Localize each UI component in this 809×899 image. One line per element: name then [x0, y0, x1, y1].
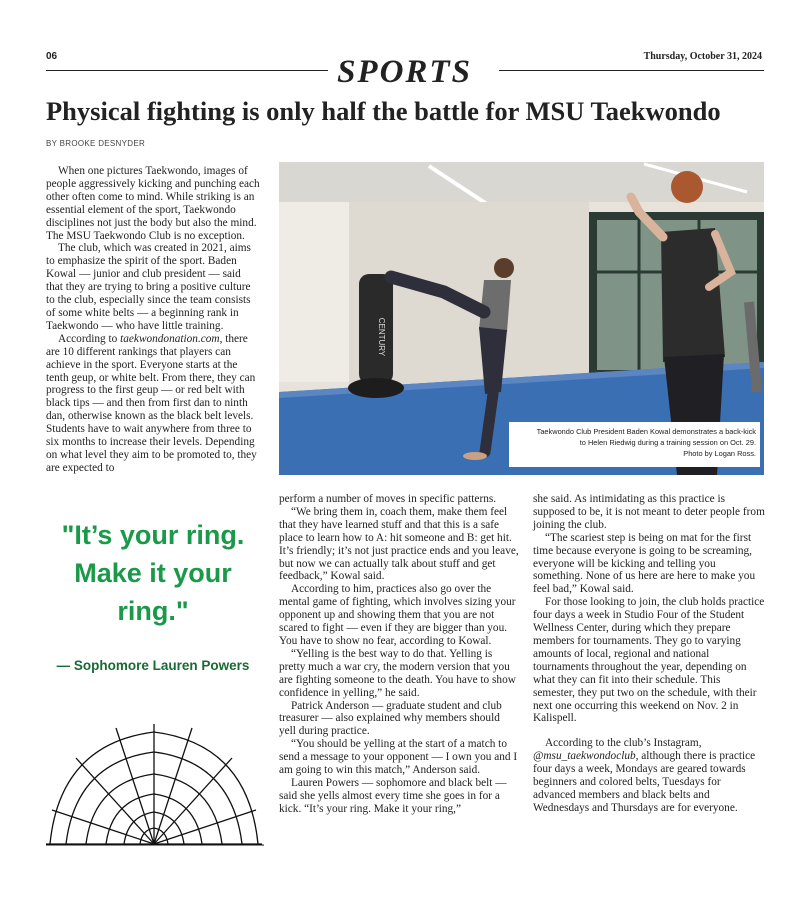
paragraph: “The scariest step is being on mat for the first time because everyone is going to be screaming, everyone will be kicking and telling you something. None of us here are here to make you feel bad,” Kowal said. — [533, 531, 756, 596]
bag-brand: CENTURY — [377, 317, 386, 357]
paragraph: she said. As intimidating as this practice is supposed to be, it is not meant to deter people from joining the club. — [533, 493, 765, 531]
pull-quote-attribution: — Sophomore Lauren Powers — [56, 658, 250, 673]
paragraph: For those looking to join, the club holds practice four days a week in Studio Four of the Student Wellness Center, during which they prepare members for tournaments. They go to varying amounts of local, regional and national tournaments throughout the year, depending on what they can fit into their schedule. This semester, they put two on the schedule, with their next one occurring this weekend on Nov. 2 in Kalispell. — [533, 596, 765, 725]
article-column-3 — [533, 493, 765, 815]
paragraph: perform a number of moves in specific patterns. — [279, 493, 497, 505]
issue-date: Thursday, October 31, 2024 — [643, 51, 762, 62]
paragraph: According to taekwondonation.com, there are 10 different rankings that players can achieve in the sport. Everyone starts at the tenth geup, or white belt. From there, they can progress to the first geup — or red belt with black tips — and then from first dan to ninth dan, otherwise known as the black belt levels. Students have to wait anywhere from three to six months to increase their levels. Depending on what level they aim to be promoted to, they are expected to — [46, 332, 257, 474]
website-reference: taekwondonation.com — [120, 332, 220, 345]
article-column-2 — [279, 493, 519, 816]
section-title: SPORTS — [337, 54, 472, 90]
paragraph: “We bring them in, coach them, make them feel that they have learned stuff and that this is a safe place to learn how to A: hit someone and B: get hit. It’s friendly; it’s not just practice ends and you leave, but now we can actually talk about stuff and get feedback,” Kowal said. — [279, 505, 519, 583]
paragraph: Patrick Anderson — graduate student and club treasurer — also explained why members should yell during practice. — [279, 699, 502, 738]
spider-web-icon — [46, 718, 264, 848]
instagram-handle: @msu_taekwondoclub — [533, 750, 636, 763]
paragraph: Lauren Powers — sophomore and black belt — said she yells almost every time she goes in for a kick. “It’s your ring. Make it your ring,” — [279, 776, 507, 815]
paragraph: The club, which was created in 2021, aims to emphasize the spirit of the sport. Baden Kowal — junior and club president — said that they are trying to bring a positive culture to the club, especially since the team consists of some white belts — a beginning rank in Taekwondo — who have little training. — [46, 242, 251, 332]
paragraph: When one pictures Taekwondo, images of people aggressively kicking and punching each other often come to mind. While striking is an essential element of the sport, Taekwondo disciplines not just the body but also the mind. The MSU Taekwondo Club is no exception. — [46, 165, 260, 242]
paragraph: “Yelling is the best way to do that. Yelling is pretty much a war cry, the modern version that you are fighting someone to the death. You have to show confidence in yelling,” he said. — [279, 647, 516, 699]
header-rule-right — [499, 70, 764, 71]
pull-quote: "It’s your ring. Make it your ring." — [61, 520, 245, 626]
page-number: 06 — [46, 51, 58, 62]
byline: BY BROOKE DESNYDER — [46, 139, 146, 148]
article-headline: Physical fighting is only half the battle for MSU Taekwondo — [46, 96, 721, 126]
paragraph: According to the club’s Instagram, @msu_taekwondoclub, although there is practice four days a week, Mondays are geared towards beginners and colored belts, Tuesdays for advanced members and black belts and Wednesdays and Thursdays are for everyone. — [533, 737, 756, 814]
paragraph: “You should be yelling at the start of a match to send a message to your opponent — I own you and I am going to win this match,” Anderson said. — [279, 738, 518, 777]
photo-caption: Taekwondo Club President Baden Kowal demonstrates a back-kick to Helen Riedwig during a training session on Oct. 29. Photo by Logan Ross. — [509, 422, 760, 467]
article-column-1 — [46, 165, 260, 475]
paragraph: According to him, practices also go over the mental game of fighting, which involves sizing your opponent up and showing them that you are not scared to fight — even if they are bigger than you. You have to show no fear, according to Kowal. — [279, 583, 516, 647]
